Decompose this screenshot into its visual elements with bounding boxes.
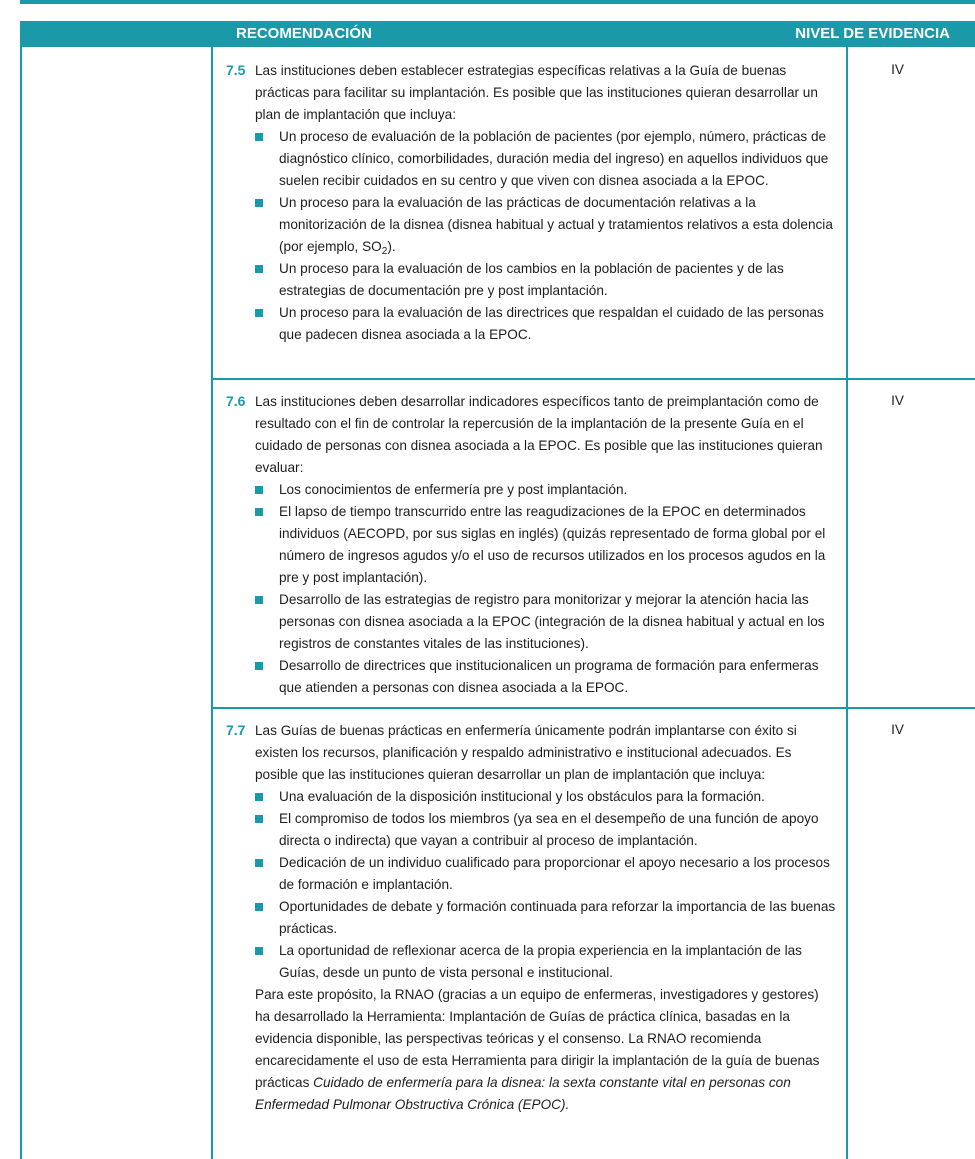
recommendation-text: 7.6 Las instituciones deben desarrollar indicadores específicos tanto de preimplantación como de resultado con el fin de controlar la repercusión de la implantación de la presente Guía en el cuidado de personas con disnea asociada a la EPOC. Es posible que las instituciones quieran evaluar:: [226, 390, 836, 479]
square-bullet-icon: [255, 793, 263, 801]
table-left-border: [20, 47, 22, 1159]
recommendation-number: 7.5: [226, 62, 246, 78]
square-bullet-icon: [255, 309, 263, 317]
square-bullet-icon: [255, 133, 263, 141]
column-divider-left: [211, 47, 213, 1159]
table-header: [20, 21, 975, 47]
column-divider-right: [846, 47, 848, 1159]
header-evidence-level: NIVEL DE EVIDENCIA: [795, 25, 950, 42]
list-item: Una evaluación de la disposición institucional y los obstáculos para la formación.: [226, 786, 836, 808]
list-item: Desarrollo de directrices que institucionalicen un programa de formación para enfermeras que atienden a personas con disnea asociada a la EPOC.: [226, 655, 836, 699]
list-item: Dedicación de un individuo cualificado para proporcionar el apoyo necesario a los procesos de formación e implantación.: [226, 852, 836, 896]
square-bullet-icon: [255, 662, 263, 670]
top-border-line: [20, 0, 975, 4]
subscript: 2: [381, 246, 388, 257]
recommendation-number: 7.6: [226, 393, 246, 409]
square-bullet-icon: [255, 947, 263, 955]
closing-paragraph: Para este propósito, la RNAO (gracias a un equipo de enfermeras, investigadores y gestores) ha desarrollado la Herramienta: Implantación de Guías de práctica clínica, basadas en la evidencia disponible, las perspectivas teóricas y el consenso. La RNAO recomienda encarecidamente el uso de esta Herramienta para dirigir la implantación de la guía de buenas prácticas Cuidado de enfermería para la disnea: la sexta constante vital en personas con Enfermedad Pulmonar Obstructiva Crónica (EPOC).: [255, 987, 820, 1112]
bullet-list: [226, 786, 836, 984]
recommendation-7-5: [226, 59, 836, 346]
square-bullet-icon: [255, 486, 263, 494]
bullet-list: [226, 479, 836, 699]
recommendation-7-6: [226, 390, 836, 699]
list-item: Un proceso para la evaluación de los cambios en la población de pacientes y de las estrategias de documentación pre y post implantación.: [226, 258, 836, 302]
row-divider: [211, 378, 975, 380]
square-bullet-icon: [255, 199, 263, 207]
list-item: Un proceso para la evaluación de las directrices que respaldan el cuidado de las personas que padecen disnea asociada a la EPOC.: [226, 302, 836, 346]
list-item: Un proceso para la evaluación de las prácticas de documentación relativas a la monitorización de la disnea (disnea habitual y actual y tratamientos relativos a esta dolencia (por ejemplo, $SO_2$).: [226, 192, 836, 258]
list-item: Un proceso de evaluación de la población de pacientes (por ejemplo, número, prácticas de diagnóstico clínico, comorbilidades, duración media del ingreso) en aquellos individuos que suelen recibir cuidados en su centro y que viven con disnea asociada a la EPOC.: [226, 126, 836, 192]
square-bullet-icon: [255, 508, 263, 516]
row-divider: [211, 707, 975, 709]
list-item: El compromiso de todos los miembros (ya sea en el desempeño de una función de apoyo directa o indirecta) que vayan a contribuir al proceso de implantación.: [226, 808, 836, 852]
list-item: Desarrollo de las estrategias de registro para monitorizar y mejorar la atención hacia las personas con disnea asociada a la EPOC (integración de la disnea habitual y actual en los registros de constantes vitales de las instituciones).: [226, 589, 836, 655]
square-bullet-icon: [255, 815, 263, 823]
recommendation-number: 7.7: [226, 722, 246, 738]
square-bullet-icon: [255, 859, 263, 867]
bullet-list: [226, 126, 836, 346]
square-bullet-icon: [255, 903, 263, 911]
guide-title: Cuidado de enfermería para la disnea: la sexta constante vital en personas con Enfermedad Pulmonar Obstructiva Crónica (EPOC).: [255, 1075, 791, 1112]
list-item: Los conocimientos de enfermería pre y post implantación.: [226, 479, 836, 501]
recommendation-7-7: [226, 719, 836, 1116]
evidence-level: IV: [891, 62, 904, 77]
evidence-level: IV: [891, 393, 904, 408]
recommendation-text: 7.5 Las instituciones deben establecer estrategias específicas relativas a la Guía de buenas prácticas para facilitar su implantación. Es posible que las instituciones quieran desarrollar un plan de implantación que incluya:: [226, 59, 836, 126]
list-item: Oportunidades de debate y formación continuada para reforzar la importancia de las buenas prácticas.: [226, 896, 836, 940]
recommendation-text: 7.7 Las Guías de buenas prácticas en enfermería únicamente podrán implantarse con éxito si existen los recursos, planificación y respaldo administrativo e institucional adecuados. Es posible que las instituciones quieran desarrollar un plan de implantación que incluya:: [226, 719, 836, 786]
evidence-level: IV: [891, 722, 904, 737]
square-bullet-icon: [255, 265, 263, 273]
header-recommendation: RECOMENDACIÓN: [236, 25, 372, 42]
square-bullet-icon: [255, 596, 263, 604]
list-item: El lapso de tiempo transcurrido entre las reagudizaciones de la EPOC en determinados individuos (AECOPD, por sus siglas en inglés) (quizás representado de forma global por el número de ingresos agudos y/o el uso de recursos utilizados en los procesos agudos en la pre y post implantación).: [226, 501, 836, 589]
list-item: La oportunidad de reflexionar acerca de la propia experiencia en la implantación de las Guías, desde un punto de vista personal e institucional.: [226, 940, 836, 984]
